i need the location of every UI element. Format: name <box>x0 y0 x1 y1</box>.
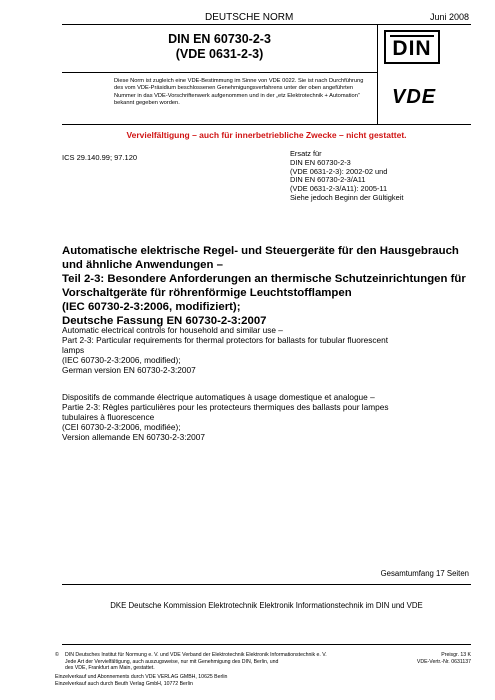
copyright-symbol: © <box>55 652 59 658</box>
title-english-line: lamps <box>62 345 85 355</box>
sales-line: Einzelverkauf auch durch Beuth Verlag GmbH, 10772 Berlin <box>55 680 193 687</box>
replacement-line: (VDE 0631-2-3/A11): 2005-11 <box>290 184 388 194</box>
din-logo-text: DIN <box>392 37 432 60</box>
replacement-line: DIN EN 60730-2-3/A11 <box>290 175 366 185</box>
footer-divider-top <box>62 584 471 585</box>
total-pages: Gesamtumfang 17 Seiten <box>380 569 469 578</box>
copyright-line: Jede Art der Vervielfältigung, auch auszugsweise, nur mit Genehmigung des DIN, Berlin, und <box>65 658 279 665</box>
standard-number: DIN EN 60730-2-3 <box>168 32 271 46</box>
sales-info <box>55 674 227 687</box>
title-french-line: (CEI 60730-2-3:2006, modifiée); <box>62 422 181 432</box>
replacement-line: Siehe jedoch Beginn der Gültigkeit <box>290 192 404 202</box>
title-french-line: Version allemande EN 60730-2-3:2007 <box>62 432 205 442</box>
title-english-line: (IEC 60730-2-3:2006, modified); <box>62 355 181 365</box>
title-french <box>62 392 472 442</box>
title-german-line: Teil 2-3: Besondere Anforderungen an thermische Schutzeinrichtungen für <box>62 273 466 285</box>
price-info <box>417 652 471 665</box>
ics-code: ICS 29.140.99; 97.120 <box>62 153 138 162</box>
footer-divider-bottom <box>62 644 471 645</box>
title-german-line: Deutsche Fassung EN 60730-2-3:2007 <box>62 315 267 327</box>
vde-notice: Diese Norm ist zugleich eine VDE-Bestimmung im Sinne von VDE 0022. Sie ist nach Durchführung des vom VDE-Präsidium beschlossenen Genehmigungsverfahrens unter der oben angeführten Nummer in das VDE-Vorschriftenwerk aufgenommen und in der „etz Elektrotechnik + Automation“ bekannt gegeben worden. <box>114 78 364 106</box>
replacement-info <box>290 150 403 203</box>
title-german-line: und ähnliche Anwendungen – <box>62 259 223 271</box>
dke-committee: DKE Deutsche Kommission Elektrotechnik Elektronik Informationstechnik im DIN und VDE <box>110 601 423 610</box>
standard-id-divider <box>62 72 377 73</box>
title-french-line: Partie 2-3: Règles particulières pour les protecteurs thermiques des ballasts pour lampes <box>62 402 389 412</box>
title-german-line: Automatische elektrische Regel- und Steuergeräte für den Hausgebrauch <box>62 245 459 257</box>
standard-number-block <box>62 32 377 62</box>
price-group: Preisgr. 13 K <box>441 652 471 658</box>
vde-number: (VDE 0631-2-3) <box>175 47 264 61</box>
reproduction-notice: Vervielfältigung – auch für innerbetriebliche Zwecke – nicht gestattet. <box>126 130 407 140</box>
replacement-line: DIN EN 60730-2-3 <box>290 157 351 167</box>
title-english-line: German version EN 60730-2-3:2007 <box>62 365 196 375</box>
standard-series-label: DEUTSCHE NORM <box>205 12 294 23</box>
publication-date: Juni 2008 <box>429 12 469 22</box>
standard-id-column <box>62 24 378 124</box>
title-german-line: Vorschaltgeräte für röhrenförmige Leuchtstofflampen <box>62 287 352 299</box>
copyright-notice <box>55 652 395 672</box>
replacement-line: Ersatz für <box>290 149 322 158</box>
copyright-line: DIN Deutsches Institut für Normung e. V. und VDE Verband der Elektrotechnik Elektronik Informationstechnik e. V. <box>65 652 327 658</box>
copyright-line: des VDE, Frankfurt am Main, gestattet. <box>65 665 155 672</box>
replacement-line: (VDE 0631-2-3): 2002-02 und <box>290 166 388 176</box>
title-french-line: tubulaires à fluorescence <box>62 412 155 422</box>
title-english-line: Part 2-3: Particular requirements for thermal protectors for ballasts for tubular fluorescent <box>62 335 389 345</box>
order-number: VDE-Vertr.-Nr. 0631137 <box>416 658 471 665</box>
standard-header-box <box>62 24 471 125</box>
title-english-line: Automatic electrical controls for household and similar use – <box>62 325 283 335</box>
title-german <box>62 244 472 328</box>
title-english <box>62 325 472 375</box>
din-logo <box>384 30 440 64</box>
title-german-line: (IEC 60730-2-3:2006, modifiziert); <box>62 301 241 313</box>
sales-line: Einzelverkauf und Abonnements durch VDE VERLAG GMBH, 10625 Berlin <box>55 674 228 680</box>
vde-logo: VDE <box>392 86 437 108</box>
title-french-line: Dispositifs de commande électrique automatiques à usage domestique et analogue – <box>62 392 375 402</box>
